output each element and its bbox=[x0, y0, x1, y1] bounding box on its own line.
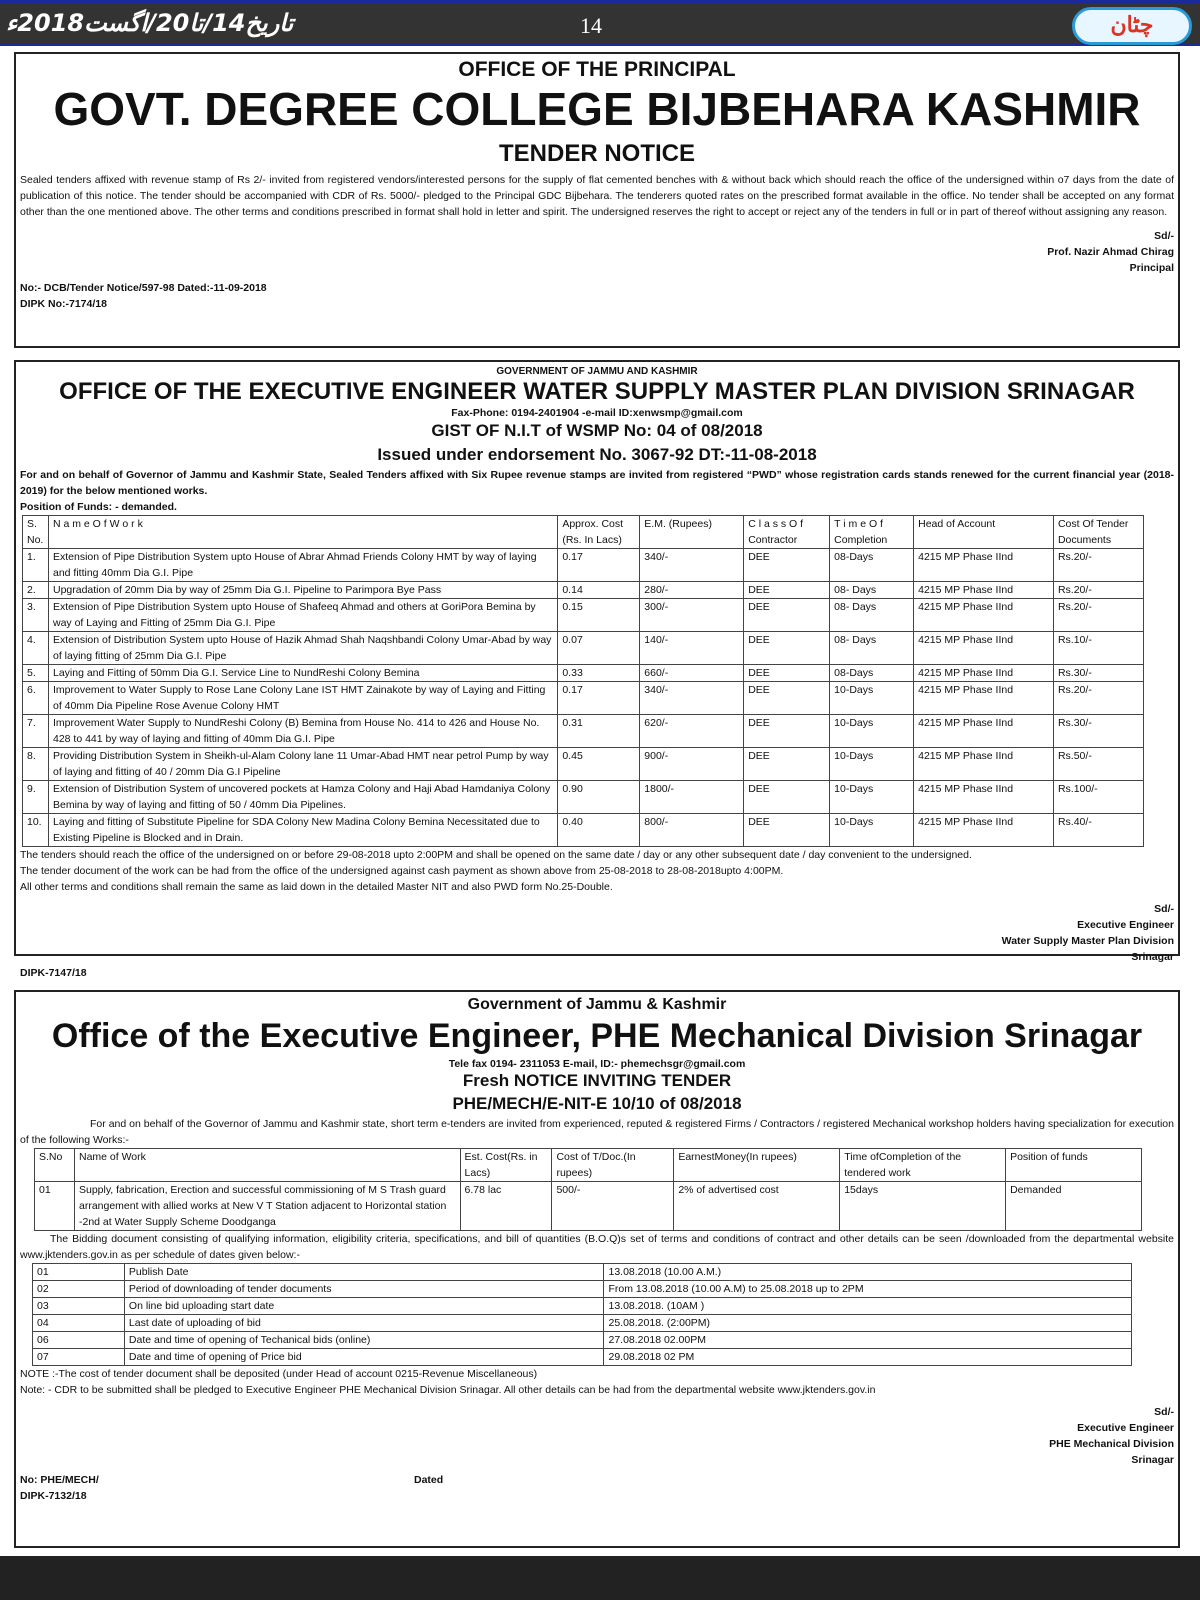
column-header: Est. Cost(Rs. in Lacs) bbox=[460, 1149, 552, 1182]
table-cell: 7. bbox=[23, 715, 49, 748]
newspaper-header bbox=[0, 0, 1200, 46]
division: Water Supply Master Plan Division bbox=[1001, 935, 1174, 947]
column-header: N a m e O f W o r k bbox=[48, 516, 557, 549]
table-row bbox=[23, 748, 1144, 781]
table-cell: DEE bbox=[744, 665, 830, 682]
nit-title: Fresh NOTICE INVITING TENDER bbox=[462, 1071, 732, 1090]
column-header: Head of Account bbox=[914, 516, 1054, 549]
signatory: Executive Engineer bbox=[1077, 919, 1174, 931]
dipk-number: DIPK-7132/18 bbox=[20, 1490, 87, 1502]
table-cell: 4215 MP Phase IInd bbox=[914, 582, 1054, 599]
table-cell: 900/- bbox=[640, 748, 744, 781]
newspaper-logo: چٹان bbox=[1072, 7, 1192, 45]
designation: Principal bbox=[1129, 262, 1174, 274]
table-cell: 3. bbox=[23, 599, 49, 632]
note-line: The tender document of the work can be had from the office of the undersigned against cash payment as shown above from 25-08-2018 to 28-08-2018upto 4:00PM. bbox=[20, 865, 784, 877]
table-cell: 02 bbox=[33, 1281, 125, 1298]
column-header: E.M. (Rupees) bbox=[640, 516, 744, 549]
table-cell: 6.78 lac bbox=[460, 1182, 552, 1231]
table-cell: Rs.20/- bbox=[1053, 599, 1143, 632]
table-row bbox=[33, 1315, 1132, 1332]
bidding-text: The Bidding document consisting of qualifying information, eligibility criteria, specifications, and bill of quantities (B.O.Q)s set of terms and conditions of contract and other details can be seen /downloaded from the departmental website www.jktenders.gov.in as per schedule of dates given below:- bbox=[20, 1233, 1174, 1261]
column-header: Name of Work bbox=[74, 1149, 460, 1182]
table-cell: 660/- bbox=[640, 665, 744, 682]
column-header: Approx. Cost (Rs. In Lacs) bbox=[558, 516, 640, 549]
table-cell: 4215 MP Phase IInd bbox=[914, 748, 1054, 781]
notes bbox=[20, 847, 1174, 895]
table-row bbox=[23, 665, 1144, 682]
urdu-date: تاریخ14/تا20/اگست2018ء bbox=[6, 9, 294, 37]
works-table bbox=[22, 515, 1144, 847]
office-title: OFFICE OF THE EXECUTIVE ENGINEER WATER SUPPLY MASTER PLAN DIVISION SRINAGAR bbox=[59, 378, 1135, 405]
table-cell: 0.31 bbox=[558, 715, 640, 748]
table-row bbox=[23, 582, 1144, 599]
table-row bbox=[23, 814, 1144, 847]
column-header: Time ofCompletion of the tendered work bbox=[840, 1149, 1006, 1182]
table-cell: Improvement to Water Supply to Rose Lane Colony Lane IST HMT Zainakote by way of Laying and Fitting of 40mm Dia Pipeline Rose Avenue Colony HMT bbox=[48, 682, 557, 715]
column-header: EarnestMoney(In rupees) bbox=[674, 1149, 840, 1182]
table-cell: 27.08.2018 02.00PM bbox=[604, 1332, 1132, 1349]
place: Srinagar bbox=[1131, 1454, 1174, 1466]
sd: Sd/- bbox=[1154, 903, 1174, 915]
schedule-table bbox=[32, 1263, 1132, 1366]
government-heading: Government of Jammu & Kashmir bbox=[467, 996, 727, 1013]
table-cell: 0.33 bbox=[558, 665, 640, 682]
table-cell: 500/- bbox=[552, 1182, 674, 1231]
table-cell: Period of downloading of tender documents bbox=[124, 1281, 604, 1298]
table-cell: DEE bbox=[744, 549, 830, 582]
tender-notice-gdc bbox=[14, 52, 1180, 348]
column-header: Cost Of Tender Documents bbox=[1053, 516, 1143, 549]
table-cell: 10-Days bbox=[830, 715, 914, 748]
table-row bbox=[33, 1264, 1132, 1281]
table-cell: 04 bbox=[33, 1315, 125, 1332]
table-cell: 620/- bbox=[640, 715, 744, 748]
table-cell: Rs.20/- bbox=[1053, 682, 1143, 715]
table-cell: 4215 MP Phase IInd bbox=[914, 632, 1054, 665]
table-cell: Providing Distribution System in Sheikh-ul-Alam Colony lane 11 Umar-Abad HMT near petrol Pump by way of laying and fitting of 40 / 20mm Dia G.I Pipeline bbox=[48, 748, 557, 781]
table-cell: 07 bbox=[33, 1349, 125, 1366]
table-cell: 10-Days bbox=[830, 781, 914, 814]
table-cell: 4215 MP Phase IInd bbox=[914, 599, 1054, 632]
table-cell: 2% of advertised cost bbox=[674, 1182, 840, 1231]
division: PHE Mechanical Division bbox=[1049, 1438, 1174, 1450]
table-cell: 800/- bbox=[640, 814, 744, 847]
table-cell: DEE bbox=[744, 814, 830, 847]
office-heading: OFFICE OF THE PRINCIPAL bbox=[458, 58, 736, 81]
table-cell: 4215 MP Phase IInd bbox=[914, 549, 1054, 582]
table-cell: Upgradation of 20mm Dia by way of 25mm Dia G.I. Pipeline to Parimpora Bye Pass bbox=[48, 582, 557, 599]
table-cell: DEE bbox=[744, 582, 830, 599]
table-cell: 0.07 bbox=[558, 632, 640, 665]
nit-number: PHE/MECH/E-NIT-E 10/10 of 08/2018 bbox=[452, 1094, 742, 1113]
table-header-row bbox=[35, 1149, 1142, 1182]
table-cell: 10-Days bbox=[830, 814, 914, 847]
table-cell: 0.17 bbox=[558, 682, 640, 715]
table-cell: Extension of Pipe Distribution System upto House of Shafeeq Ahmad and others at GoriPora Bemina by way of Laying and Fitting of 25mm Dia G.I. Pipe bbox=[48, 599, 557, 632]
office-title: Office of the Executive Engineer, PHE Mechanical Division Srinagar bbox=[51, 1017, 1143, 1055]
table-cell: Laying and Fitting of 50mm Dia G.I. Service Line to NundReshi Colony Bemina bbox=[48, 665, 557, 682]
dipk-number: DIPK No:-7174/18 bbox=[20, 298, 107, 310]
table-row bbox=[33, 1332, 1132, 1349]
table-row bbox=[35, 1182, 1142, 1231]
column-header: C l a s s O f Contractor bbox=[744, 516, 830, 549]
position-of-funds: Position of Funds: - demanded. bbox=[20, 501, 177, 513]
works-table bbox=[34, 1148, 1142, 1231]
table-cell: 1800/- bbox=[640, 781, 744, 814]
table-cell: 4215 MP Phase IInd bbox=[914, 781, 1054, 814]
gist-title: GIST OF N.I.T of WSMP No: 04 of 08/2018 bbox=[431, 421, 763, 440]
table-cell: 280/- bbox=[640, 582, 744, 599]
table-cell: 4. bbox=[23, 632, 49, 665]
table-cell: 06 bbox=[33, 1332, 125, 1349]
table-cell: 140/- bbox=[640, 632, 744, 665]
table-cell: 29.08.2018 02 PM bbox=[604, 1349, 1132, 1366]
intro-text: For and on behalf of Governor of Jammu and Kashmir State, Sealed Tenders affixed with Six Rupee revenue stamps are invited from registered “PWD” whose registration cards stands renewed for the current financial year (2018-2019) for the below mentioned works. bbox=[20, 469, 1174, 497]
table-cell: 10. bbox=[23, 814, 49, 847]
tender-notice-phe bbox=[14, 990, 1180, 1548]
table-cell: Date and time of opening of Price bid bbox=[124, 1349, 604, 1366]
table-cell: 8. bbox=[23, 748, 49, 781]
tender-notice-wsmp bbox=[14, 360, 1180, 979]
table-cell: DEE bbox=[744, 682, 830, 715]
table-cell: 300/- bbox=[640, 599, 744, 632]
table-cell: 5. bbox=[23, 665, 49, 682]
note-line: The tenders should reach the office of the undersigned on or before 29-08-2018 upto 2:00PM and shall be opened on the same date / day or any other subsequent date / day convenient to the undersigned. bbox=[20, 849, 972, 861]
table-cell: Supply, fabrication, Erection and successful commissioning of M S Trash guard arrangement with allied works at New V T Station adjacent to Horizontal station -2nd at Water Supply Scheme Doodganga bbox=[74, 1182, 460, 1231]
table-cell: 08- Days bbox=[830, 632, 914, 665]
table-cell: Rs.50/- bbox=[1053, 748, 1143, 781]
table-row bbox=[23, 682, 1144, 715]
table-cell: 4215 MP Phase IInd bbox=[914, 814, 1054, 847]
table-cell: 340/- bbox=[640, 682, 744, 715]
table-row bbox=[33, 1281, 1132, 1298]
intro-text: For and on behalf of the Governor of Jammu and Kashmir state, short term e-tenders are invited from experienced, reputed & registered Firms / Contractors / registered Mechanical workshop holders having specialization for execution of the following Works:- bbox=[20, 1118, 1174, 1146]
table-cell: 4215 MP Phase IInd bbox=[914, 665, 1054, 682]
table-cell: 25.08.2018. (2:00PM) bbox=[604, 1315, 1132, 1332]
column-header: Cost of T/Doc.(In rupees) bbox=[552, 1149, 674, 1182]
column-header: S. No. bbox=[23, 516, 49, 549]
table-cell: Demanded bbox=[1006, 1182, 1142, 1231]
table-row bbox=[23, 599, 1144, 632]
table-cell: 1. bbox=[23, 549, 49, 582]
table-cell: On line bid uploading start date bbox=[124, 1298, 604, 1315]
reference-number: No:- DCB/Tender Notice/597-98 Dated:-11-09-2018 bbox=[20, 282, 267, 294]
column-header: T i m e O f Completion bbox=[830, 516, 914, 549]
table-cell: 0.40 bbox=[558, 814, 640, 847]
table-cell: 0.45 bbox=[558, 748, 640, 781]
table-row bbox=[23, 781, 1144, 814]
table-cell: Extension of Distribution System upto House of Hazik Ahmad Shah Naqshbandi Colony Umar-Abad by way of laying fitting of 25mm Dia G.I. Pipe bbox=[48, 632, 557, 665]
table-cell: 0.15 bbox=[558, 599, 640, 632]
footer-bar bbox=[0, 1556, 1200, 1600]
table-cell: 01 bbox=[33, 1264, 125, 1281]
table-cell: 08-Days bbox=[830, 665, 914, 682]
table-cell: DEE bbox=[744, 599, 830, 632]
table-cell: Extension of Distribution System of uncovered pockets at Hamza Colony and Haji Abad Hamdaniya Colony Bemina by way of laying and fitting of 50 / 40mm Dia Pipelines. bbox=[48, 781, 557, 814]
dated-label: Dated bbox=[414, 1474, 444, 1486]
dipk-number: DIPK-7147/18 bbox=[20, 967, 87, 979]
signatory: Prof. Nazir Ahmad Chirag bbox=[1047, 246, 1174, 258]
table-cell: 6. bbox=[23, 682, 49, 715]
table-cell: Rs.40/- bbox=[1053, 814, 1143, 847]
contact-info: Tele fax 0194- 2311053 E-mail, ID:- phemechsgr@gmail.com bbox=[448, 1058, 746, 1070]
table-cell: From 13.08.2018 (10.00 A.M) to 25.08.2018 up to 2PM bbox=[604, 1281, 1132, 1298]
page-number: 14 bbox=[580, 13, 602, 38]
table-cell: 4215 MP Phase IInd bbox=[914, 715, 1054, 748]
table-row bbox=[23, 549, 1144, 582]
table-row bbox=[23, 715, 1144, 748]
table-cell: 01 bbox=[35, 1182, 75, 1231]
note-cost: NOTE :-The cost of tender document shall be deposited (under Head of account 0215-Revenue Miscellaneous) bbox=[20, 1368, 538, 1380]
table-cell: Rs.100/- bbox=[1053, 781, 1143, 814]
table-cell: DEE bbox=[744, 715, 830, 748]
table-cell: Date and time of opening of Techanical bids (online) bbox=[124, 1332, 604, 1349]
table-cell: 08- Days bbox=[830, 582, 914, 599]
table-cell: Rs.30/- bbox=[1053, 665, 1143, 682]
table-cell: DEE bbox=[744, 781, 830, 814]
table-cell: 10-Days bbox=[830, 748, 914, 781]
reference-line bbox=[20, 1472, 1174, 1488]
column-header: Position of funds bbox=[1006, 1149, 1142, 1182]
government-heading: GOVERNMENT OF JAMMU AND KASHMIR bbox=[496, 366, 698, 377]
table-row bbox=[33, 1349, 1132, 1366]
place: Srinagar bbox=[1131, 951, 1174, 963]
table-cell: 9. bbox=[23, 781, 49, 814]
sd: Sd/- bbox=[1154, 1406, 1174, 1418]
table-cell: 08- Days bbox=[830, 599, 914, 632]
table-cell: 4215 MP Phase IInd bbox=[914, 682, 1054, 715]
table-cell: 13.08.2018 (10.00 A.M.) bbox=[604, 1264, 1132, 1281]
table-row bbox=[23, 632, 1144, 665]
table-cell: Rs.20/- bbox=[1053, 549, 1143, 582]
table-cell: DEE bbox=[744, 748, 830, 781]
table-cell: Rs.20/- bbox=[1053, 582, 1143, 599]
table-row bbox=[33, 1298, 1132, 1315]
table-cell: 10-Days bbox=[830, 682, 914, 715]
table-cell: Extension of Pipe Distribution System upto House of Abrar Ahmad Friends Colony HMT by way of laying and fitting 40mm Dia G.I. Pipe bbox=[48, 549, 557, 582]
table-cell: 2. bbox=[23, 582, 49, 599]
table-cell: Improvement Water Supply to NundReshi Colony (B) Bemina from House No. 414 to 426 and House No. 428 to 441 by way of laying and fitting of 40mm Dia G.I. Pipe bbox=[48, 715, 557, 748]
reference-number: No: PHE/MECH/ bbox=[20, 1474, 99, 1486]
table-cell: Rs.30/- bbox=[1053, 715, 1143, 748]
table-cell: 340/- bbox=[640, 549, 744, 582]
table-cell: 0.14 bbox=[558, 582, 640, 599]
table-cell: 03 bbox=[33, 1298, 125, 1315]
sd: Sd/- bbox=[1154, 230, 1174, 242]
table-cell: Laying and fitting of Substitute Pipeline for SDA Colony New Madina Colony Bemina Necessitated due to Existing Pipeline is Blocked and in Drain. bbox=[48, 814, 557, 847]
table-cell: Rs.10/- bbox=[1053, 632, 1143, 665]
note-line: All other terms and conditions shall remain the same as laid down in the detailed Master NIT and also PWD form No.25-Double. bbox=[20, 881, 613, 893]
table-cell: Last date of uploading of bid bbox=[124, 1315, 604, 1332]
college-title: GOVT. DEGREE COLLEGE BIJBEHARA KASHMIR bbox=[53, 83, 1141, 135]
column-header: S.No bbox=[35, 1149, 75, 1182]
table-header-row bbox=[23, 516, 1144, 549]
table-cell: 0.90 bbox=[558, 781, 640, 814]
notice-body: Sealed tenders affixed with revenue stamp of Rs 2/- invited from registered vendors/interested persons for the supply of flat cemented benches with & without back which should reach the office of the undersigned within o7 days from the date of publication of this notice. The tender should be accompanied with CDR of Rs. 5000/- pledged to the Principal GDC Bijbehara. The tenderers quoted rates on the prescribed format available in the office. No tender shall be accepted on any format other than the one mentioned above. The other terms and conditions prescribed in format shall hold in letter and spirit. The undersigned reserves the right to accept or reject any of the tenders in full or in part of thereof without assigning any reason. bbox=[20, 174, 1174, 218]
table-cell: Publish Date bbox=[124, 1264, 604, 1281]
table-cell: 15days bbox=[840, 1182, 1006, 1231]
table-cell: 08-Days bbox=[830, 549, 914, 582]
contact-info: Fax-Phone: 0194-2401904 -e-mail ID:xenwsmp@gmail.com bbox=[451, 407, 743, 419]
table-cell: 0.17 bbox=[558, 549, 640, 582]
endorsement: Issued under endorsement No. 3067-92 DT:-11-08-2018 bbox=[377, 445, 817, 464]
notice-title: TENDER NOTICE bbox=[498, 140, 695, 167]
note-cdr: Note: - CDR to be submitted shall be pledged to Executive Engineer PHE Mechanical Division Srinagar. All other details can be had from the departmental website www.jktenders.gov.in bbox=[20, 1384, 876, 1396]
signatory: Executive Engineer bbox=[1077, 1422, 1174, 1434]
table-cell: 13.08.2018. (10AM ) bbox=[604, 1298, 1132, 1315]
table-cell: DEE bbox=[744, 632, 830, 665]
